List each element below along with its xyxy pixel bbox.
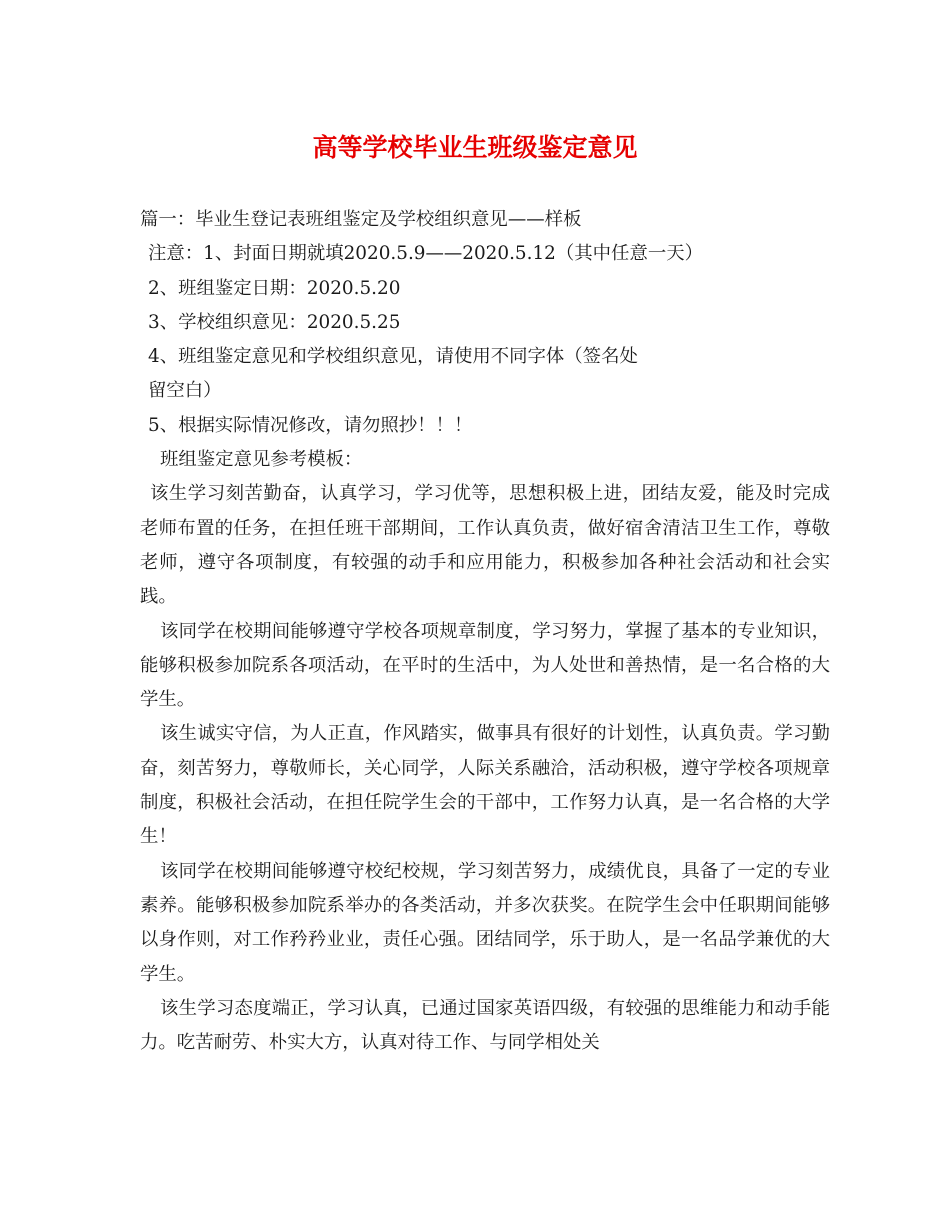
note-line-2: 2、班组鉴定日期：2020.5.20 (148, 277, 401, 299)
paragraph-4: 该同学在校期间能够遵守校纪校规，学习刻苦努力，成绩优良，具备了一定的专业素养。能够积极参加院系举办的各类活动，并多次获奖。在院学生会中任职期间能够以身作则，对工作矜矜业业，责任心强。团结同学，乐于助人，是一名品学兼优的大学生。 (140, 860, 830, 985)
note-line-5: 5、根据实际情况修改，请勿照抄！！！ (148, 414, 473, 436)
section-heading: 篇一：毕业生登记表班组鉴定及学校组织意见——样板 (140, 209, 582, 230)
paragraph-3: 该生诚实守信，为人正直，作风踏实，做事具有很好的计划性，认真负责。学习勤奋，刻苦努力，尊敬师长，关心同学，人际关系融洽，活动积极，遵守学校各项规章制度，积极社会活动，在担任院学生会的干部中，工作努力认真，是一名合格的大学生！ (140, 723, 830, 848)
note-line-3: 3、学校组织意见：2020.5.25 (148, 311, 401, 333)
note-line-4-cont: 留空白） (148, 380, 222, 402)
paragraph-1: 该生学习刻苦勤奋，认真学习，学习优等，思想积极上进，团结友爱，能及时完成老师布置的任务，在担任班干部期间，工作认真负责，做好宿舍清洁卫生工作，尊敬老师，遵守各项制度，有较强的动手和应用能力，积极参加各种社会活动和社会实践。 (140, 483, 830, 608)
paragraph-5: 该生学习态度端正，学习认真，已通过国家英语四级，有较强的思维能力和动手能力。吃苦耐劳、朴实大方，认真对待工作、与同学相处关 (140, 997, 830, 1054)
document-title: 高等学校毕业生班级鉴定意见 (312, 133, 638, 162)
template-heading: 班组鉴定意见参考模板： (160, 449, 363, 471)
document-body (140, 203, 830, 1060)
note-line-1: 注意：1、封面日期就填2020.5.9——2020.5.12（其中任意一天） (148, 243, 704, 265)
note-line-4: 4、班组鉴定意见和学校组织意见，请使用不同字体（签名处 (148, 346, 638, 368)
paragraph-2: 该同学在校期间能够遵守学校各项规章制度，学习努力，掌握了基本的专业知识，能够积极参加院系各项活动，在平时的生活中，为人处世和善热情，是一名合格的大学生。 (140, 620, 830, 711)
